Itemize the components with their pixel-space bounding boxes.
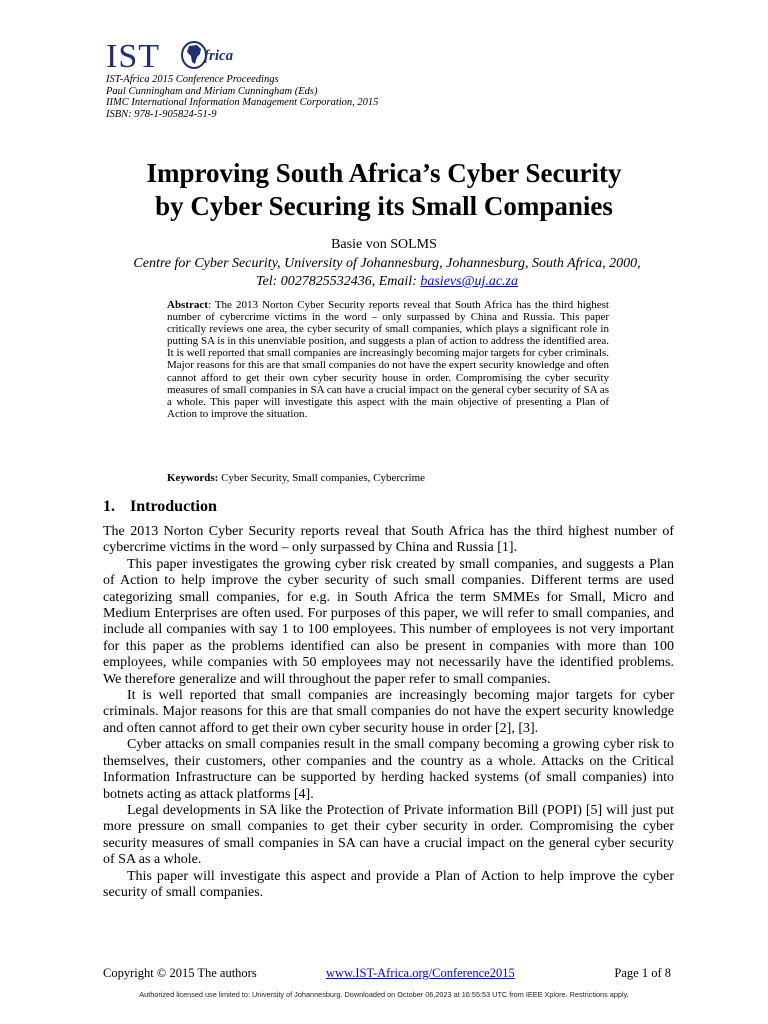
paper-title (0, 157, 768, 223)
section-number: 1. (103, 498, 115, 515)
abstract-text: : The 2013 Norton Cyber Security reports reveal that South Africa has the third highest number of cybercrime victims in the word – only surpassed by China and Russia. This paper critically reviews one area, the cyber security of small companies, which plays a significant role in putting SA is in this unenviable position, and suggests a plan of action to address the identified area. It is well reported that small companies are increasingly becoming major targets for cyber criminals. Major reasons for this are that small companies do not have the expert security knowledge and often cannot afford to get their own cyber security house in order. Compromising the cyber security measures of small companies in SA can have a crucial impact on the general cyber security of SA as a whole. This paper will investigate this aspect with the main objective of presenting a Plan of Action to improve the situation. (167, 299, 609, 420)
author-affiliation (0, 255, 768, 291)
meta-line: Paul Cunningham and Miriam Cunningham (Eds) (106, 85, 318, 97)
copyright: Copyright © 2015 The authors (103, 966, 257, 980)
logo-suffix: frica (204, 48, 234, 64)
paragraph: It is well reported that small companies are increasingly becoming major targets for cyber criminals. Major reasons for this are that small companies do not have the expert security knowledge and often cannot afford to get their own cyber security house in order [2], [3]. (103, 688, 674, 736)
ist-africa-logo (106, 38, 266, 74)
paragraph: Cyber attacks on small companies result in the small company becoming a growing cyber risk to themselves, their customers, other companies and the country as a whole. Attacks on the Critical Information Infrastructure can be supported by herding hacked systems (of small companies) into botnets acting as attack platforms [4]. (103, 737, 674, 802)
paragraph: This paper will investigate this aspect and provide a Plan of Action to help improve the cyber security of small companies. (103, 868, 674, 900)
paragraph: Legal developments in SA like the Protection of Private information Bill (POPI) [5] will just put more pressure on small companies to get their cyber security in order. Compromising the cyber security measures of small companies in SA can have a crucial impact on the general cyber security of SA as a whole. (103, 802, 674, 868)
page-number: Page 1 of 8 (614, 966, 671, 980)
keywords (167, 472, 609, 484)
keywords-text: Cyber Security, Small companies, Cybercrime (218, 472, 426, 484)
section-title: Introduction (130, 498, 217, 515)
logo-text: IST (106, 38, 160, 75)
contact-text: Tel: 0027825532436, Email: (255, 274, 421, 289)
section-heading (103, 498, 217, 516)
keywords-label: Keywords: (167, 472, 219, 484)
paragraph: This paper investigates the growing cyber risk created by small companies, and suggests a Plan of Action to help improve the cyber security of such small companies. Different terms are used categorizing small companies, for e.g. in South Africa the term SMMEs for Small, Micro and Medium Enterprises are often used. For purposes of this paper, we will refer to small companies, and include all companies with say 1 to 100 employees. This number of employees is not very important for this paper as the problems identified can also be present in companies with more than 100 employees, while companies with 50 employees may not necessarily have the identified problems. We therefore generalize and will throughout the paper refer to small companies. (103, 556, 674, 687)
title-line: Improving South Africa’s Cyber Security (146, 158, 622, 188)
body-text (103, 524, 674, 901)
meta-line: IIMC International Information Management Corporation, 2015 (106, 97, 379, 108)
paragraph: The 2013 Norton Cyber Security reports reveal that South Africa has the third highest number of cybercrime victims in the word – only surpassed by China and Russia [1]. (103, 524, 674, 556)
meta-line: IST-Africa 2015 Conference Proceedings (106, 74, 279, 85)
title-line: by Cyber Securing its Small Companies (155, 191, 613, 221)
abstract-label: Abstract (167, 299, 208, 311)
conference-metadata (106, 74, 378, 120)
affiliation-line: Centre for Cyber Security, University of Johannesburg, Johannesburg, South Africa, 2000, (133, 256, 641, 271)
email-link[interactable]: basievs@uj.ac.za (420, 274, 519, 289)
conference-link[interactable]: www.IST-Africa.org/Conference2015 (326, 966, 515, 980)
license-notice: Authorized licensed use limited to: University of Johannesburg. Downloaded on October 06,2023 at 16:55:53 UTC from IEEE Xplore. Restrictions apply. (139, 990, 629, 999)
meta-line: ISBN: 978-1-905824-51-9 (106, 108, 217, 120)
abstract (167, 299, 609, 420)
author-name: Basie von SOLMS (331, 237, 437, 252)
affiliation-contact (0, 273, 768, 291)
